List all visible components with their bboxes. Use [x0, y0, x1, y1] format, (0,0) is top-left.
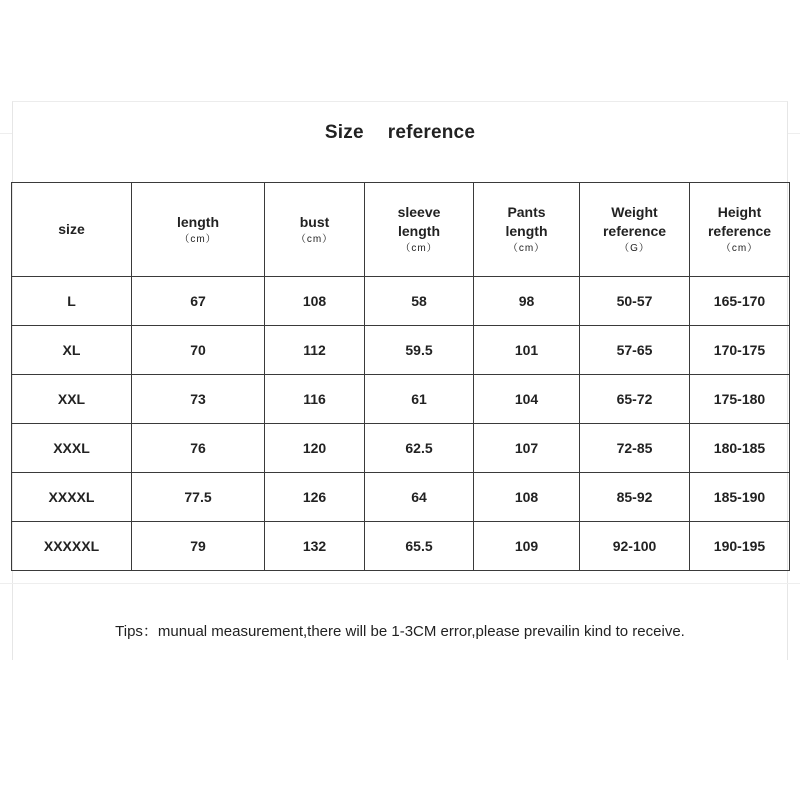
cell-height: 185-190 — [690, 473, 790, 522]
header-size: size — [12, 183, 132, 277]
cell-height: 170-175 — [690, 326, 790, 375]
cell-length: 67 — [132, 277, 265, 326]
cell-sleeve-length: 58 — [365, 277, 474, 326]
cell-pants-length: 109 — [474, 522, 580, 571]
size-table — [11, 182, 790, 571]
cell-height: 180-185 — [690, 424, 790, 473]
unit-label: （cm） — [720, 243, 759, 255]
table-row — [12, 424, 790, 473]
cell-bust: 116 — [265, 375, 365, 424]
title-word-reference: reference — [387, 122, 476, 143]
cell-sleeve-length: 59.5 — [365, 326, 474, 375]
cell-size: XXL — [12, 375, 132, 424]
cell-pants-length: 98 — [474, 277, 580, 326]
cell-weight: 57-65 — [580, 326, 690, 375]
title-word-size: Size — [324, 122, 364, 143]
cell-length: 76 — [132, 424, 265, 473]
unit-label: （cm） — [507, 243, 546, 255]
table-row — [12, 522, 790, 571]
cell-bust: 112 — [265, 326, 365, 375]
cell-sleeve-length: 64 — [365, 473, 474, 522]
cell-pants-length: 107 — [474, 424, 580, 473]
cell-length: 77.5 — [132, 473, 265, 522]
cell-bust: 108 — [265, 277, 365, 326]
header-bust: bust （cm） — [265, 183, 365, 277]
cell-length: 73 — [132, 375, 265, 424]
cell-weight: 85-92 — [580, 473, 690, 522]
tips-note: Tips：munual measurement,there will be 1-3CM error,please prevailin kind to receive. — [115, 623, 685, 640]
cell-weight: 65-72 — [580, 375, 690, 424]
table-row — [12, 277, 790, 326]
cell-size: XXXL — [12, 424, 132, 473]
header-pants-length: Pants length （cm） — [474, 183, 580, 277]
cell-sleeve-length: 65.5 — [365, 522, 474, 571]
cell-pants-length: 101 — [474, 326, 580, 375]
cell-size: XXXXL — [12, 473, 132, 522]
cell-weight: 92-100 — [580, 522, 690, 571]
header-length: length （cm） — [132, 183, 265, 277]
unit-label: （cm） — [179, 233, 217, 245]
cell-size: XXXXXL — [12, 522, 132, 571]
cell-length: 70 — [132, 326, 265, 375]
table-header-row — [12, 183, 790, 277]
page-title — [0, 122, 800, 144]
cell-pants-length: 104 — [474, 375, 580, 424]
header-weight-reference: Weight reference （G） — [580, 183, 690, 277]
table-row — [12, 375, 790, 424]
cell-sleeve-length: 61 — [365, 375, 474, 424]
cell-weight: 72-85 — [580, 424, 690, 473]
cell-bust: 120 — [265, 424, 365, 473]
cell-height: 175-180 — [690, 375, 790, 424]
header-sleeve-length: sleeve length （cm） — [365, 183, 474, 277]
cell-height: 190-195 — [690, 522, 790, 571]
cell-pants-length: 108 — [474, 473, 580, 522]
guide-line — [0, 583, 800, 584]
cell-size: L — [12, 277, 132, 326]
cell-size: XL — [12, 326, 132, 375]
cell-weight: 50-57 — [580, 277, 690, 326]
unit-label: （cm） — [400, 243, 438, 255]
header-height-reference: Height reference （cm） — [690, 183, 790, 277]
cell-height: 165-170 — [690, 277, 790, 326]
table-row — [12, 326, 790, 375]
unit-label: （cm） — [295, 233, 334, 245]
cell-length: 79 — [132, 522, 265, 571]
cell-bust: 132 — [265, 522, 365, 571]
table-row — [12, 473, 790, 522]
cell-sleeve-length: 62.5 — [365, 424, 474, 473]
cell-bust: 126 — [265, 473, 365, 522]
unit-label: （G） — [619, 243, 650, 255]
